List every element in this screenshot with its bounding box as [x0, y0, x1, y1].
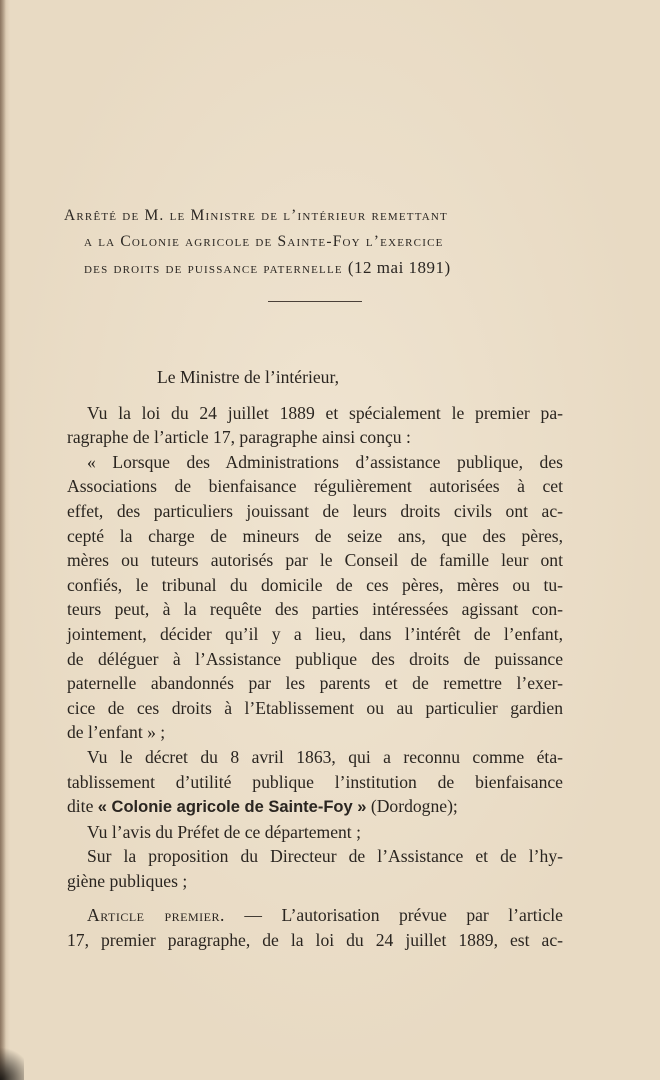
- body-line: ragraphe de l’article 17, paragraphe ainsi conçu :: [67, 427, 411, 448]
- article-label: Article premier.: [87, 905, 225, 926]
- body-line: 17, premier paragraphe, de la loi du 24 juillet 1889, est ac-: [67, 930, 563, 951]
- decree-body: [67, 365, 563, 953]
- body-line: cice de ces droits à l’Etablissement ou au particulier gardien: [67, 697, 563, 718]
- body-line: Vu le décret du 8 avril 1863, qui a reconnu comme éta-: [87, 746, 563, 767]
- heading-divider: [268, 301, 362, 302]
- body-line: Vu l’avis du Préfet de ce département ;: [87, 821, 361, 842]
- body-line: giène publiques ;: [67, 870, 188, 891]
- body-line: cepté la charge de mineurs de seize ans, que des pères,: [67, 525, 563, 546]
- heading-line-3-text: des droits de puissance paternelle: [84, 260, 343, 277]
- body-line: Associations de bienfaisance régulièrement autorisées à cet: [67, 476, 563, 497]
- body-line: confiés, le tribunal du domicile de ces pères, mères ou tu-: [67, 574, 563, 595]
- heading-line-3: [64, 255, 564, 282]
- body-line: teurs peut, à la requête des parties intéressées agissant con-: [67, 599, 563, 620]
- article-text: — L’autorisation prévue par l’article: [244, 905, 563, 926]
- heading-line-1: Arrêté de M. le Ministre de l’intérieur remettant: [64, 207, 448, 224]
- heading-date: (12 mai 1891): [347, 258, 451, 277]
- decree-heading: [64, 203, 564, 282]
- body-line: [67, 794, 563, 820]
- body-line: tablissement d’utilité publique l’institution de bienfaisance: [67, 771, 563, 792]
- body-line: de déléguer à l’Assistance publique des droits de puissance: [67, 648, 563, 669]
- heading-line-2: a la Colonie agricole de Sainte-Foy l’exercice: [84, 233, 444, 250]
- body-line: mères ou tuteurs autorisés par le Conseil de famille leur ont: [67, 550, 563, 571]
- page-corner-shadow: [0, 1040, 24, 1080]
- body-line: Vu la loi du 24 juillet 1889 et spécialement le premier pa-: [87, 402, 563, 423]
- article-line: [67, 903, 563, 928]
- body-line: de l’enfant » ;: [67, 722, 166, 743]
- minister-line: Le Ministre de l’intérieur,: [157, 367, 340, 387]
- body-text: dite: [67, 796, 94, 817]
- body-line: paternelle abandonnés par les parents et de remettre l’exer-: [67, 673, 563, 694]
- body-line: jointement, décider qu’il y a lieu, dans l’intérêt de l’enfant,: [67, 623, 563, 644]
- institution-name: « Colonie agricole de Sainte-Foy »: [97, 798, 367, 817]
- body-line: Sur la proposition du Directeur de l’Assistance et de l’hy-: [87, 846, 563, 867]
- body-line: effet, des particuliers jouissant de leurs droits civils ont ac-: [67, 500, 563, 521]
- page-edge-shadow: [0, 0, 6, 1080]
- body-text: (Dordogne);: [370, 796, 458, 817]
- body-line: « Lorsque des Administrations d’assistance publique, des: [87, 451, 563, 472]
